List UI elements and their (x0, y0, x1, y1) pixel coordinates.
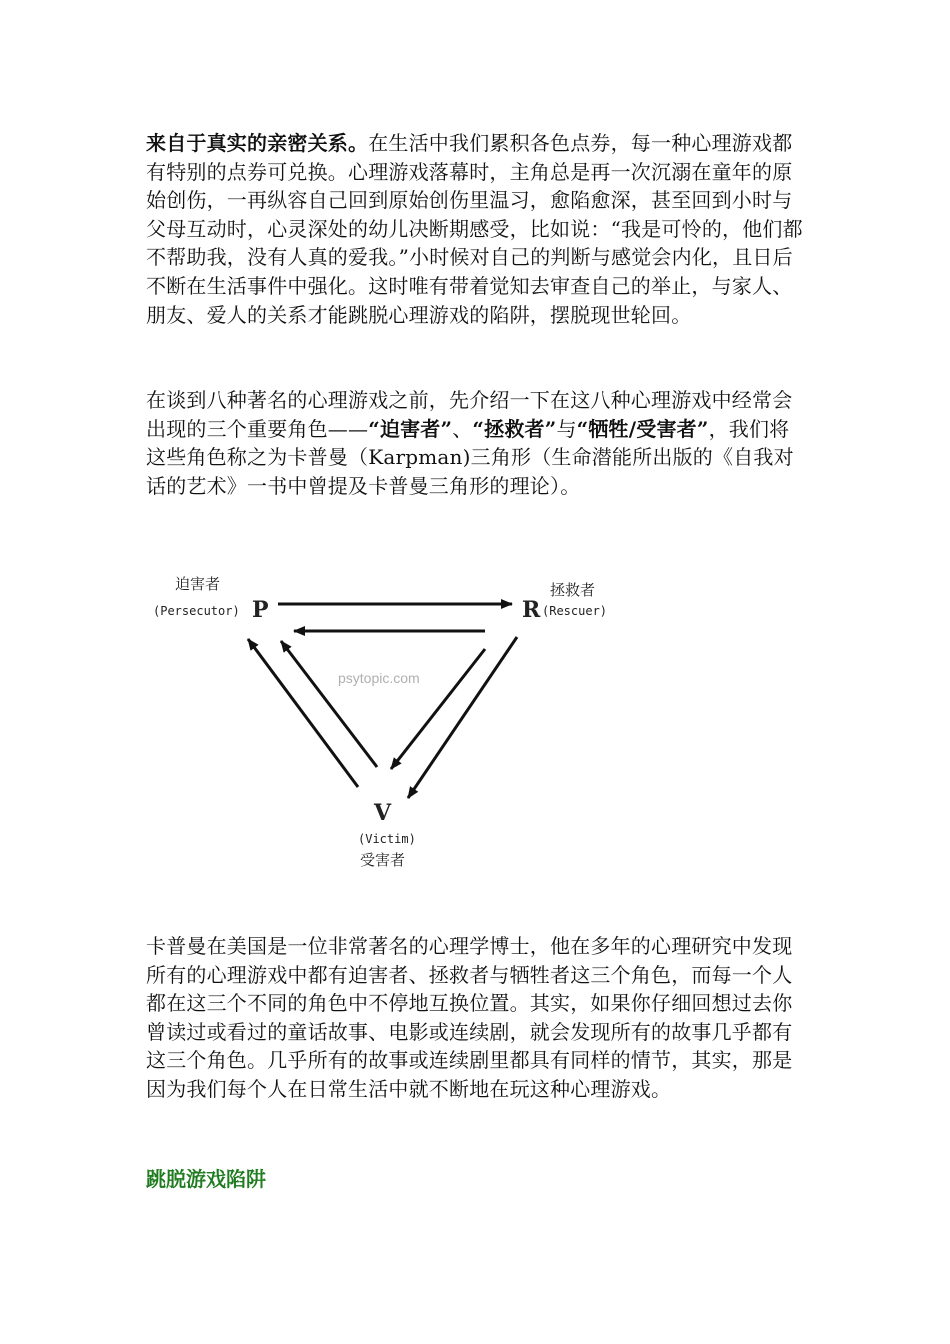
paragraph-text: ，我们将这些角色称之为卡普曼（Karpman)三角形（生命潜能所出版的《自我对话的艺术》一书中曾提及卡普曼三角形的理论）。 (146, 416, 794, 498)
role-victim: “牺牲/受害者” (576, 416, 709, 441)
role-rescuer: “拯救者” (472, 416, 557, 441)
victim-label-cn: 受害者 (360, 851, 406, 869)
role-persecutor: “迫害者” (368, 416, 453, 441)
paragraph-text: 在生活中我们累积各色点券，每一种心理游戏都有特别的点券可兑换。心理游戏落幕时，主角总是再一次沉溺在童年的原始创伤，一再纵容自己回到原始创伤里温习，愈陷愈深，甚至回到小时与父母互动时，心灵深处的幼儿决断期感受，比如说：“我是可怜的，他们都不帮助我，没有人真的爱我。”小时候对自己的判断与感觉会内化，且日后不断在生活事件中强化。这时唯有带着觉知去审查自己的举止，与家人、朋友、爱人的关系才能跳脱心理游戏的陷阱，摆脱现世轮回。 (146, 131, 803, 327)
arrow-v-to-p-outer (248, 639, 358, 787)
rescuer-label-en: (Rescuer) (542, 604, 608, 618)
paragraph-text: 在谈到八种著名的心理游戏之前，先介绍一下在这八种心理游戏中经常会出现的三个重要角色—— (146, 388, 793, 441)
paragraph-text: 卡普曼在美国是一位非常著名的心理学博士，他在多年的心理研究中发现所有的心理游戏中都有迫害者、拯救者与牺牲者这三个角色，而每一个人都在这三个不同的角色中不停地互换位置。其实，如果你仔细回想过去你曾读过或看过的童话故事、电影或连续剧，就会发现所有的故事几乎都有这三个角色。几乎所有的故事或连续剧里都具有同样的情节，其实，那是因为我们每个人在日常生活中就不断地在玩这种心理游戏。 (146, 934, 793, 1101)
rescuer-label-cn: 拯救者 (550, 581, 596, 599)
paragraph-roles (146, 386, 806, 500)
victim-node: V (374, 800, 392, 826)
arrow-r-to-v-inner (391, 649, 485, 769)
persecutor-node: P (252, 597, 269, 623)
paragraph-karpman (146, 932, 806, 1104)
bold-lead: 来自于真实的亲密关系。 (146, 131, 369, 155)
arrow-r-to-v-outer (408, 637, 517, 798)
punctuation: 、 (452, 416, 473, 441)
rescuer-node: R (522, 597, 541, 623)
paragraph-intimacy (146, 129, 806, 329)
karpman-triangle-diagram (140, 565, 630, 880)
conjunction: 与 (556, 416, 577, 441)
victim-label-en: (Victim) (358, 832, 416, 846)
section-heading: 跳脱游戏陷阱 (146, 1167, 266, 1191)
persecutor-label-en: (Persecutor) (153, 604, 240, 618)
persecutor-label-cn: 迫害者 (175, 575, 221, 593)
watermark: psytopic.com (338, 670, 420, 686)
